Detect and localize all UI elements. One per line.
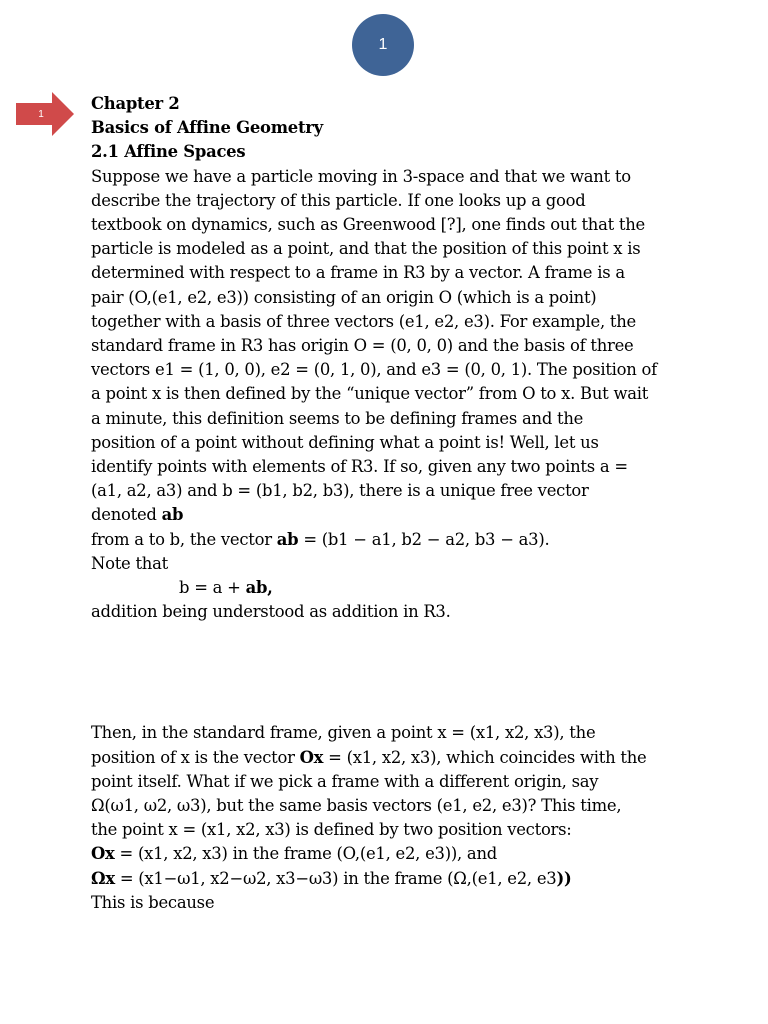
text-run: = (x1−ω1, x2−ω2, x3−ω3) in the frame (Ω,(e1, e2, e3 [114,868,557,888]
paragraph-line: pair (O,(e1, e2, e3)) consisting of an origin O (which is a point) [91,287,597,307]
paragraph-line: the point x = (x1, x2, x3) is defined by two position vectors: [91,820,572,840]
text-run: from a to b, the vector [91,529,277,549]
paragraph-line [91,528,691,552]
paragraph-line [91,503,691,527]
paragraph-line: textbook on dynamics, such as Greenwood [?], one finds out that the [91,215,645,235]
vector-ox: Ox [299,747,324,767]
equation-line [91,576,691,600]
text-run: b = a + [179,578,246,598]
vector-omega-x: Ωx [91,868,115,888]
paragraph-line: vectors e1 = (1, 0, 0), e2 = (0, 1, 0), and e3 = (0, 0, 1). The position of [91,360,657,380]
document-body [91,92,691,915]
paragraph-line: a minute, this definition seems to be defining frames and the [91,408,584,428]
vector-ab: ab [161,505,184,525]
paragraph-line: particle is modeled as a point, and that the position of this point x is [91,239,641,259]
paragraph-line: Ω(ω1, ω2, ω3), but the same basis vectors (e1, e2, e3)? This time, [91,796,622,816]
page-number: 1 [378,36,388,53]
section-heading: 2.1 Affine Spaces [91,142,246,162]
paragraph-line: position of a point without defining what a point is! Well, let us [91,432,599,452]
blank-space [91,624,691,721]
vector-ox: Ox [91,844,115,864]
chapter-label: Chapter 2 [91,94,180,113]
paragraph-line [91,746,691,770]
vector-ab: ab, [245,578,273,598]
paragraph-line: standard frame in R3 has origin O = (0, 0, 0) and the basis of three [91,336,634,356]
paragraph-line: addition being understood as addition in R3. [91,602,451,622]
paragraph-line: describe the trajectory of this particle. If one looks up a good [91,190,586,210]
paragraph-line [91,842,691,866]
paragraph-line: Note that [91,553,168,573]
page-number-badge [352,14,414,76]
vector-ab: ab [276,529,299,549]
paragraph-line: Suppose we have a particle moving in 3-space and that we want to [91,166,631,186]
text-run: = (b1 − a1, b2 − a2, b3 − a3). [298,529,550,549]
paragraph-line: Then, in the standard frame, given a point x = (x1, x2, x3), the [91,723,596,743]
closing-parens: )) [556,868,572,888]
text-run: = (x1, x2, x3) in the frame (O,(e1, e2, e3)), and [114,844,497,864]
arrow-right-icon [16,92,76,136]
text-run: position of x is the vector [91,747,300,767]
text-run: = (x1, x2, x3), which coincides with the [323,747,647,767]
paragraph-line: a point x is then defined by the “unique vector” from O to x. But wait [91,384,649,404]
paragraph-line: determined with respect to a frame in R3 by a vector. A frame is a [91,263,625,283]
paragraph-line: together with a basis of three vectors (e1, e2, e3). For example, the [91,311,636,331]
chapter-title: Basics of Affine Geometry [91,118,323,138]
text-run: denoted [91,505,162,525]
paragraph-line: (a1, a2, a3) and b = (b1, b2, b3), there is a unique free vector [91,481,589,501]
arrow-marker-label: 1 [38,108,44,120]
paragraph-line [91,867,691,891]
paragraph-line: point itself. What if we pick a frame with a different origin, say [91,771,599,791]
paragraph-line: This is because [91,892,215,912]
paragraph-line: identify points with elements of R3. If so, given any two points a = [91,457,628,477]
